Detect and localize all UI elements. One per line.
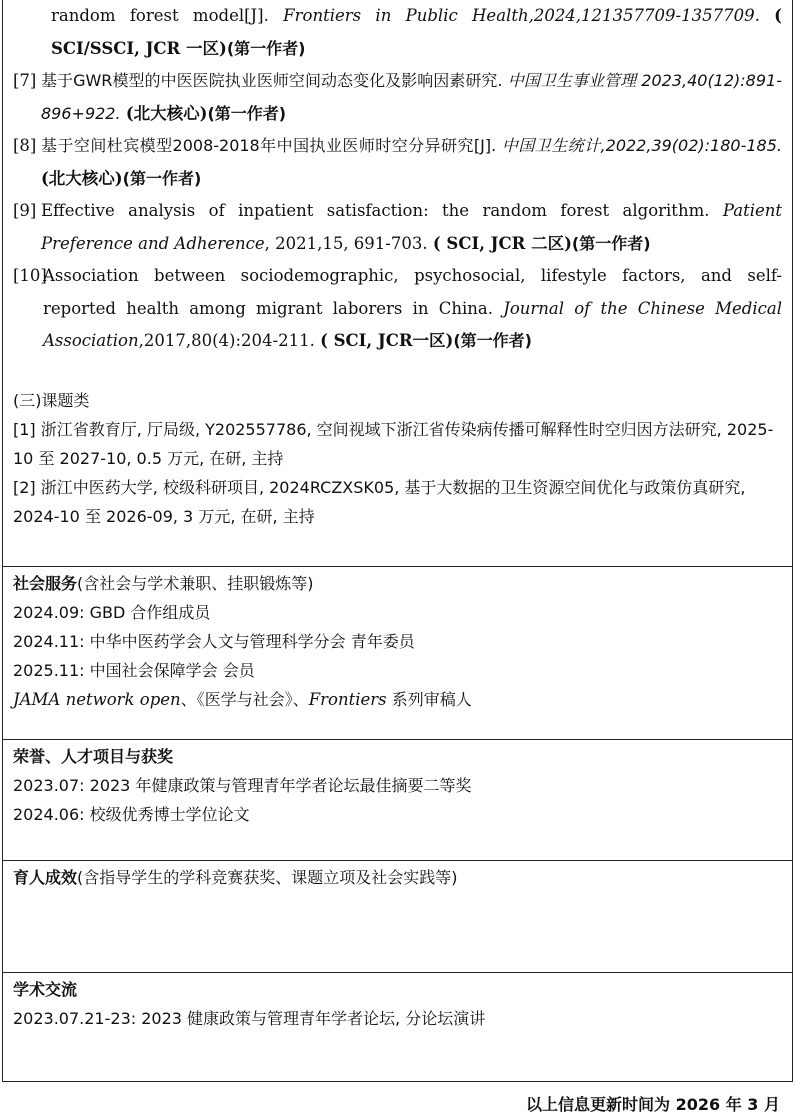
publication-item — [13, 130, 782, 195]
update-note: 以上信息更新时间为 2026 年 3 月 — [526, 1095, 780, 1114]
publication-index-tag: ( SCI/SSCI, JCR 一区) — [51, 6, 782, 58]
mentoring-section — [3, 860, 792, 972]
publication-index-tag: ( SCI, JCR一区) — [320, 331, 454, 350]
publication-body — [13, 0, 782, 65]
publication-author-role: (第一作者) — [226, 38, 306, 58]
publications-section — [3, 0, 792, 566]
publication-author-role: (第一作者) — [453, 331, 532, 350]
reviewer-journal-2: Frontiers — [308, 690, 387, 709]
honor-item: 2023.07: 2023 年健康政策与管理青年学者论坛最佳摘要二等奖 — [13, 776, 472, 795]
honors-list — [13, 771, 782, 829]
service-item: 2024.09: GBD 合作组成员 — [13, 603, 211, 622]
service-subtitle: (含社会与学术兼职、挂职锻炼等) — [77, 574, 314, 593]
publication-details: ,2017,80(4):204-211. — [138, 331, 315, 350]
exchange-title: 学术交流 — [13, 980, 78, 999]
publication-title: Association between sociodemographic, psychosocial, lifestyle factors, and self-reported health among migrant laborers in China. — [43, 266, 782, 318]
reviewer-mid: 、《医学与社会》、 — [180, 690, 309, 709]
publication-journal: Patient Preference and Adherence — [41, 201, 783, 253]
project-item — [13, 473, 782, 531]
service-item: 2024.11: 中华中医药学会人文与管理科学分会 青年委员 — [13, 632, 415, 651]
project-item — [13, 415, 782, 473]
publication-author-role: (第一作者) — [571, 233, 651, 253]
service-section — [3, 566, 792, 739]
exchange-list — [13, 1004, 782, 1033]
publication-index-tag: (北大核心) — [41, 168, 123, 188]
publication-journal: Journal of the Chinese Medical Association — [43, 298, 782, 350]
exchange-item: 2023.07.21-23: 2023 健康政策与管理青年学者论坛, 分论坛演讲 — [13, 1009, 486, 1028]
reviewer-tail: 系列审稿人 — [386, 690, 472, 709]
publication-journal: 中国卫生事业管理 2023,40(12):891-896+922. — [41, 71, 782, 123]
publication-body — [13, 195, 782, 260]
project-number: [2] — [13, 477, 36, 497]
publication-index-tag: (北大核心) — [125, 103, 208, 123]
publication-journal: 中国卫生统计,2022,39(02):180-185. — [501, 136, 782, 155]
service-title: 社会服务 — [13, 574, 78, 593]
honor-item: 2024.06: 校级优秀博士学位论文 — [13, 805, 250, 824]
publication-title: random forest model[J]. — [51, 6, 269, 25]
publication-details: , 2021,15, 691-703. — [264, 233, 428, 253]
reviewer-journal-1: JAMA network open — [13, 690, 181, 709]
publication-number: [7] — [13, 71, 37, 90]
honors-section — [3, 739, 792, 860]
publication-title: 基于空间杜宾模型2008-2018年中国执业医师时空分异研究[J]. — [41, 136, 497, 155]
mentoring-title: 育人成效 — [13, 868, 78, 887]
publication-item — [13, 0, 782, 65]
publication-item — [13, 65, 782, 130]
projects-heading: (三)课题类 — [13, 390, 90, 410]
publication-title: 基于GWR模型的中医医院执业医师空间动态变化及影响因素研究. — [41, 71, 503, 90]
publication-number: [8] — [13, 136, 37, 155]
project-list — [13, 415, 782, 531]
exchange-section — [3, 972, 792, 1082]
publication-body — [13, 260, 782, 358]
cv-table — [2, 0, 793, 1082]
publication-body — [13, 130, 782, 195]
project-text: 浙江中医药大学, 校级科研项目, 2024RCZXSK05, 基于大数据的卫生资源空间优化与政策仿真研究, 2024-10 至 2026-09, 3 万元, 在研, 主持 — [13, 477, 746, 526]
publication-number: [10] — [13, 266, 47, 285]
project-text: 浙江省教育厅, 厅局级, Y202557786, 空间视域下浙江省传染病传播可解释性时空归因方法研究, 2025-10 至 2027-10, 0.5 万元, 在研, 主持 — [13, 419, 774, 468]
publication-item — [13, 195, 782, 260]
publication-author-role: (第一作者) — [207, 103, 287, 123]
publication-title: Effective analysis of inpatient satisfaction: the random forest algorithm. — [41, 201, 710, 220]
publication-body — [13, 65, 782, 130]
publication-journal: Frontiers in Public Health,2024,121357709-1357709. — [283, 6, 760, 25]
mentoring-subtitle: (含指导学生的学科竞赛获奖、课题立项及社会实践等) — [77, 868, 458, 887]
service-list — [13, 598, 782, 685]
publication-index-tag: ( SCI, JCR 二区) — [432, 233, 572, 253]
publication-list — [13, 0, 782, 358]
publication-item — [13, 260, 782, 358]
honors-title: 荣誉、人才项目与获奖 — [13, 747, 174, 766]
publication-author-role: (第一作者) — [122, 168, 202, 188]
publication-number: [9] — [13, 201, 37, 220]
project-number: [1] — [13, 419, 36, 439]
service-item: 2025.11: 中国社会保障学会 会员 — [13, 661, 255, 680]
reviewer-line — [13, 685, 782, 714]
